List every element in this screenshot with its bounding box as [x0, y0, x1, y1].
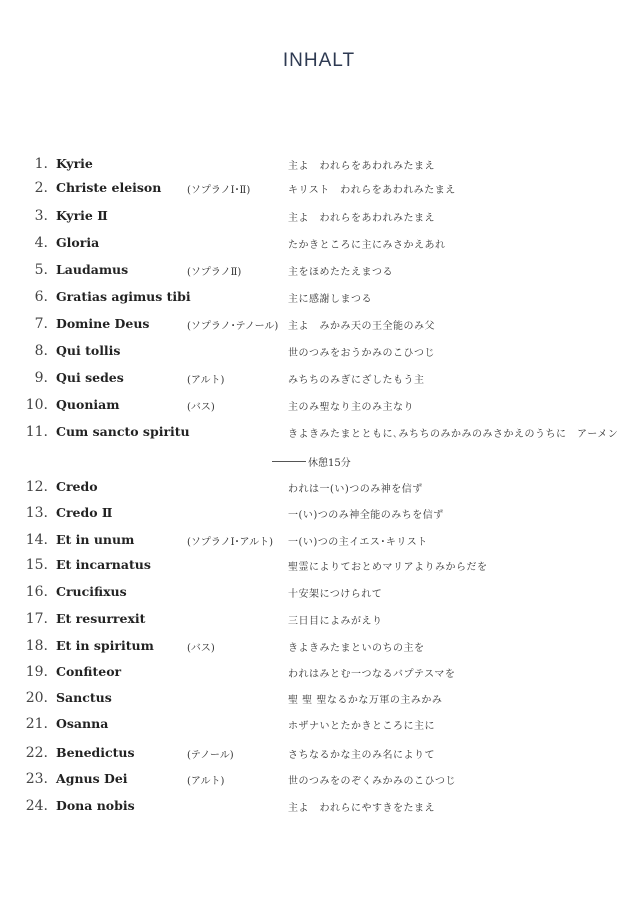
item-number: 6. — [34, 289, 48, 305]
voice-part: (ソプラノ･テノール) — [187, 321, 279, 332]
japanese-translation: さちなるかな主のみ名によりて — [288, 750, 435, 761]
japanese-translation: われは一(い)つのみ神を信ず — [288, 484, 423, 495]
list-item — [0, 745, 638, 767]
movement-title: Qui tollis — [56, 343, 121, 358]
movement-title: Laudamus — [56, 262, 129, 277]
voice-part: (バス) — [187, 643, 215, 654]
item-number: 23. — [25, 771, 48, 787]
japanese-translation: きよきみたまとともに､みちちのみかみのみさかえのうちに アーメン — [288, 429, 619, 440]
movement-title: Sanctus — [56, 690, 112, 705]
movement-title: Et resurrexit — [56, 611, 146, 626]
voice-part: (アルト) — [187, 375, 225, 386]
item-number: 12. — [25, 479, 48, 495]
japanese-translation: 主よ みかみ天の王全能のみ父 — [288, 321, 435, 332]
list-item — [0, 235, 638, 257]
movement-title: Christe eleison — [56, 180, 162, 195]
list-item — [0, 611, 638, 633]
movement-title: Credo Ⅱ — [56, 505, 113, 520]
list-item — [0, 584, 638, 606]
movement-title: Quoniam — [56, 397, 120, 412]
page-title: INHALT — [282, 50, 356, 71]
item-number: 8. — [34, 343, 48, 359]
list-item — [0, 664, 638, 686]
movement-title: Crucifixus — [56, 584, 127, 599]
movement-title: Qui sedes — [56, 370, 124, 385]
movement-title: Et in spiritum — [56, 638, 154, 653]
item-number: 7. — [34, 316, 48, 332]
item-number: 19. — [25, 664, 48, 680]
item-number: 15. — [25, 557, 48, 573]
item-number: 20. — [25, 690, 48, 706]
voice-part: (アルト) — [187, 776, 225, 787]
movement-title: Gloria — [56, 235, 100, 250]
intermission-divider — [272, 454, 351, 469]
list-item — [0, 716, 638, 738]
list-item — [0, 397, 638, 419]
japanese-translation: 主よ われらにやすきをたまえ — [288, 803, 435, 814]
japanese-translation: 三日目によみがえり — [288, 616, 383, 627]
divider-line — [272, 461, 306, 462]
japanese-translation: 聖霊によりておとめマリアよりみからだを — [288, 562, 488, 573]
voice-part: (ソプラノⅡ) — [187, 267, 242, 278]
voice-part: (ソプラノⅠ･アルト) — [187, 537, 274, 548]
item-number: 14. — [25, 532, 48, 548]
movement-title: Et in unum — [56, 532, 135, 547]
list-item — [0, 505, 638, 527]
voice-part: (バス) — [187, 402, 215, 413]
japanese-translation: きよきみたまといのちの主を — [288, 643, 425, 654]
item-number: 11. — [25, 424, 48, 440]
item-number: 9. — [34, 370, 48, 386]
list-item — [0, 370, 638, 392]
movement-title: Benedictus — [56, 745, 135, 760]
item-number: 18. — [25, 638, 48, 654]
list-item — [0, 771, 638, 793]
japanese-translation: 主のみ聖なり主のみ主なり — [288, 402, 414, 413]
japanese-translation: 聖 聖 聖なるかな万軍の主みかみ — [288, 695, 443, 706]
item-number: 24. — [25, 798, 48, 814]
list-item — [0, 557, 638, 579]
movement-title: Confiteor — [56, 664, 122, 679]
list-item — [0, 262, 638, 284]
movement-title: Kyrie Ⅱ — [56, 208, 108, 223]
movement-title: Domine Deus — [56, 316, 150, 331]
list-item — [0, 180, 638, 202]
item-number: 10. — [25, 397, 48, 413]
japanese-translation: 世のつみをのぞくみかみのこひつじ — [288, 776, 456, 787]
movement-title: Kyrie — [56, 156, 93, 171]
movement-title: Agnus Dei — [56, 771, 128, 786]
item-number: 21. — [25, 716, 48, 732]
intermission-label: 休憩15分 — [308, 458, 351, 469]
movement-title: Osanna — [56, 716, 109, 731]
japanese-translation: 主よ われらをあわれみたまえ — [288, 213, 435, 224]
item-number: 3. — [34, 208, 48, 224]
list-item — [0, 532, 638, 554]
list-item — [0, 156, 638, 178]
japanese-translation: みちちのみぎにざしたもう主 — [288, 375, 425, 386]
japanese-translation: 一(い)つのみ神全能のみちを信ず — [288, 510, 444, 521]
item-number: 2. — [34, 180, 48, 196]
movement-title: Et incarnatus — [56, 557, 151, 572]
list-item — [0, 638, 638, 660]
movement-title: Dona nobis — [56, 798, 135, 813]
voice-part: (ソプラノⅠ･Ⅱ) — [187, 185, 251, 196]
japanese-translation: われはみとむ一つなるバプテスマを — [288, 669, 456, 680]
japanese-translation: 十安架につけられて — [288, 589, 383, 600]
japanese-translation: 一(い)つの主イエス･キリスト — [288, 537, 428, 548]
item-number: 5. — [34, 262, 48, 278]
japanese-translation: たかきところに主にみさかえあれ — [288, 240, 446, 251]
list-item — [0, 343, 638, 365]
list-item — [0, 316, 638, 338]
list-item — [0, 479, 638, 501]
japanese-translation: 世のつみをおうかみのこひつじ — [288, 348, 435, 359]
japanese-translation: キリスト われらをあわれみたまえ — [288, 185, 456, 196]
item-number: 17. — [25, 611, 48, 627]
japanese-translation: 主に感謝しまつる — [288, 294, 372, 305]
list-item — [0, 798, 638, 820]
list-item — [0, 289, 638, 311]
japanese-translation: 主をほめたたえまつる — [288, 267, 393, 278]
japanese-translation: ホザナいとたかきところに主に — [288, 721, 435, 732]
item-number: 22. — [25, 745, 48, 761]
item-number: 13. — [25, 505, 48, 521]
item-number: 1. — [34, 156, 48, 172]
movement-title: Cum sancto spiritu — [56, 424, 190, 439]
item-number: 4. — [34, 235, 48, 251]
japanese-translation: 主よ われらをあわれみたまえ — [288, 161, 435, 172]
voice-part: (テノール) — [187, 750, 234, 761]
movement-title: Gratias agimus tibi — [56, 289, 191, 304]
list-item — [0, 208, 638, 230]
item-number: 16. — [25, 584, 48, 600]
list-item — [0, 424, 638, 446]
movement-title: Credo — [56, 479, 98, 494]
list-item — [0, 690, 638, 712]
